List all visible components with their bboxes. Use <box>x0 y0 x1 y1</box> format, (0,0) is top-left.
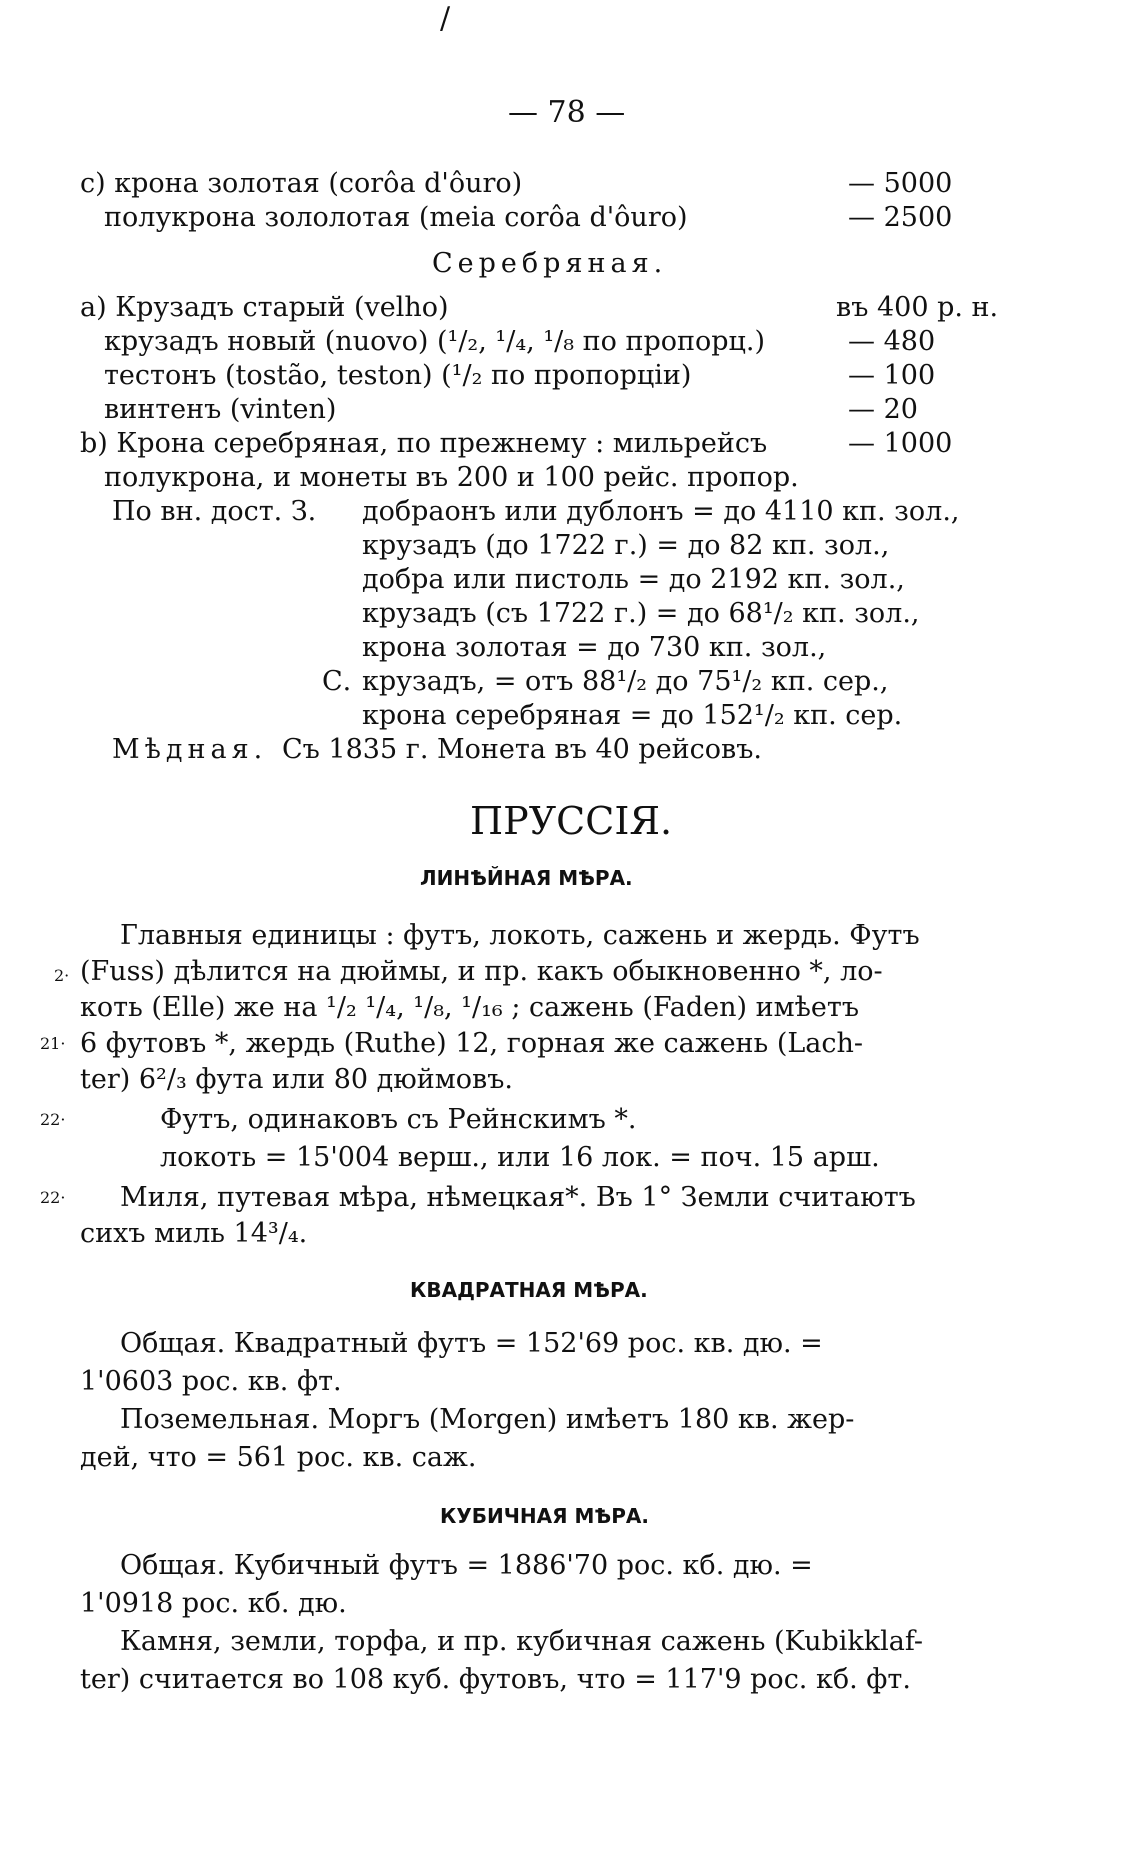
margin-ref-4: 22· <box>40 1188 66 1207</box>
cubic-line-3: Камня, земли, торфа, и пр. кубичная сажень (Kubikklaf- <box>120 1626 924 1657</box>
linear-heading: ЛИНѢЙНАЯ МѢРА. <box>420 866 633 890</box>
linear-line-4: 6 футовъ *, жердь (Ruthe) 12, горная же сажень (Lach- <box>80 1028 864 1059</box>
silver-value-3: — 100 <box>848 360 936 391</box>
margin-ref-3: 22· <box>40 1110 66 1129</box>
internal-value-line-5: крона золотая = до 730 кп. зол., <box>362 632 827 663</box>
section-title: ПРУССІЯ. <box>470 799 673 843</box>
silver-value-5: — 1000 <box>848 428 953 459</box>
cubic-line-1: Общая. Кубичный футъ = 1886'70 рос. кб. дю. = <box>120 1550 813 1581</box>
linear-line-6: Футъ, одинаковъ съ Рейнскимъ *. <box>160 1104 637 1135</box>
square-line-2: 1'0603 рос. кв. фт. <box>80 1366 342 1397</box>
silver-line-4: винтенъ (vinten) <box>104 394 337 425</box>
internal-value-line-2: крузадъ (до 1722 г.) = до 82 кп. зол., <box>362 530 890 561</box>
linear-line-7: локоть = 15'004 верш., или 16 лок. = поч. 15 арш. <box>160 1142 880 1173</box>
silver-value-1: въ 400 р. н. <box>836 292 999 323</box>
top-mark: / <box>440 1 451 36</box>
gold-value-2: — 2500 <box>848 202 953 233</box>
margin-ref-2: 21· <box>40 1034 66 1053</box>
cubic-line-4: ter) считается во 108 куб. футовъ, что = 117'9 рос. кб. фт. <box>80 1664 911 1695</box>
gold-line-1: c) крона золотая (corôa d'ôuro) <box>80 168 523 199</box>
linear-line-9: сихъ миль 14³/₄. <box>80 1218 308 1249</box>
cubic-line-2: 1'0918 рос. кб. дю. <box>80 1588 347 1619</box>
silver-line-2: крузадъ новый (nuovo) (¹/₂, ¹/₄, ¹/₈ по пропорц.) <box>104 326 766 357</box>
linear-line-8: Миля, путевая мѣра, нѣмецкая*. Въ 1° Земли считаютъ <box>120 1182 916 1213</box>
square-heading: КВАДРАТНАЯ МѢРА. <box>410 1278 648 1302</box>
internal-silver-line-2: крона серебряная = до 152¹/₂ кп. сер. <box>362 700 903 731</box>
page-number: — 78 — <box>508 95 626 130</box>
square-line-4: дей, что = 561 рос. кв. саж. <box>80 1442 477 1473</box>
cubic-heading: КУБИЧНАЯ МѢРА. <box>440 1504 649 1528</box>
gold-value-1: — 5000 <box>848 168 953 199</box>
copper-label: Мѣдная. <box>112 734 268 765</box>
internal-value-line-3: добра или пистоль = до 2192 кп. зол., <box>362 564 905 595</box>
linear-line-3: коть (Elle) же на ¹/₂ ¹/₄, ¹/₈, ¹/₁₆ ; сажень (Faden) имѣетъ <box>80 992 859 1023</box>
silver-line-6: полукрона, и монеты въ 200 и 100 рейс. пропор. <box>104 462 799 493</box>
internal-silver-label: С. <box>322 666 352 697</box>
internal-value-line-4: крузадъ (съ 1722 г.) = до 68¹/₂ кп. зол., <box>362 598 920 629</box>
margin-ref-1: 2· <box>54 966 70 985</box>
silver-heading: Серебряная. <box>432 248 668 279</box>
internal-value-line-1: добраонъ или дублонъ = до 4110 кп. зол., <box>362 496 960 527</box>
copper-text: Съ 1835 г. Монета въ 40 рейсовъ. <box>282 734 763 765</box>
square-line-1: Общая. Квадратный футъ = 152'69 рос. кв. дю. = <box>120 1328 823 1359</box>
silver-value-2: — 480 <box>848 326 936 357</box>
linear-line-2: (Fuss) дѣлится на дюймы, и пр. какъ обыкновенно *, ло- <box>80 956 883 987</box>
silver-line-5: b) Крона серебряная, по прежнему : мильрейсъ <box>80 428 768 459</box>
silver-value-4: — 20 <box>848 394 918 425</box>
linear-line-1: Главныя единицы : футъ, локоть, сажень и жердь. Футъ <box>120 920 920 951</box>
silver-line-3: тестонъ (tostão, teston) (¹/₂ по пропорціи) <box>104 360 692 391</box>
internal-silver-line-1: крузадъ, = отъ 88¹/₂ до 75¹/₂ кп. сер., <box>362 666 889 697</box>
internal-value-label: По вн. дост. З. <box>112 496 317 527</box>
linear-line-5: ter) 6²/₃ фута или 80 дюймовъ. <box>80 1064 514 1095</box>
square-line-3: Поземельная. Моргъ (Morgen) имѣетъ 180 кв. жер- <box>120 1404 855 1435</box>
silver-line-1: a) Крузадъ старый (velho) <box>80 292 449 323</box>
gold-line-2: полукрона зололотая (meia corôa d'ôuro) <box>104 202 688 233</box>
